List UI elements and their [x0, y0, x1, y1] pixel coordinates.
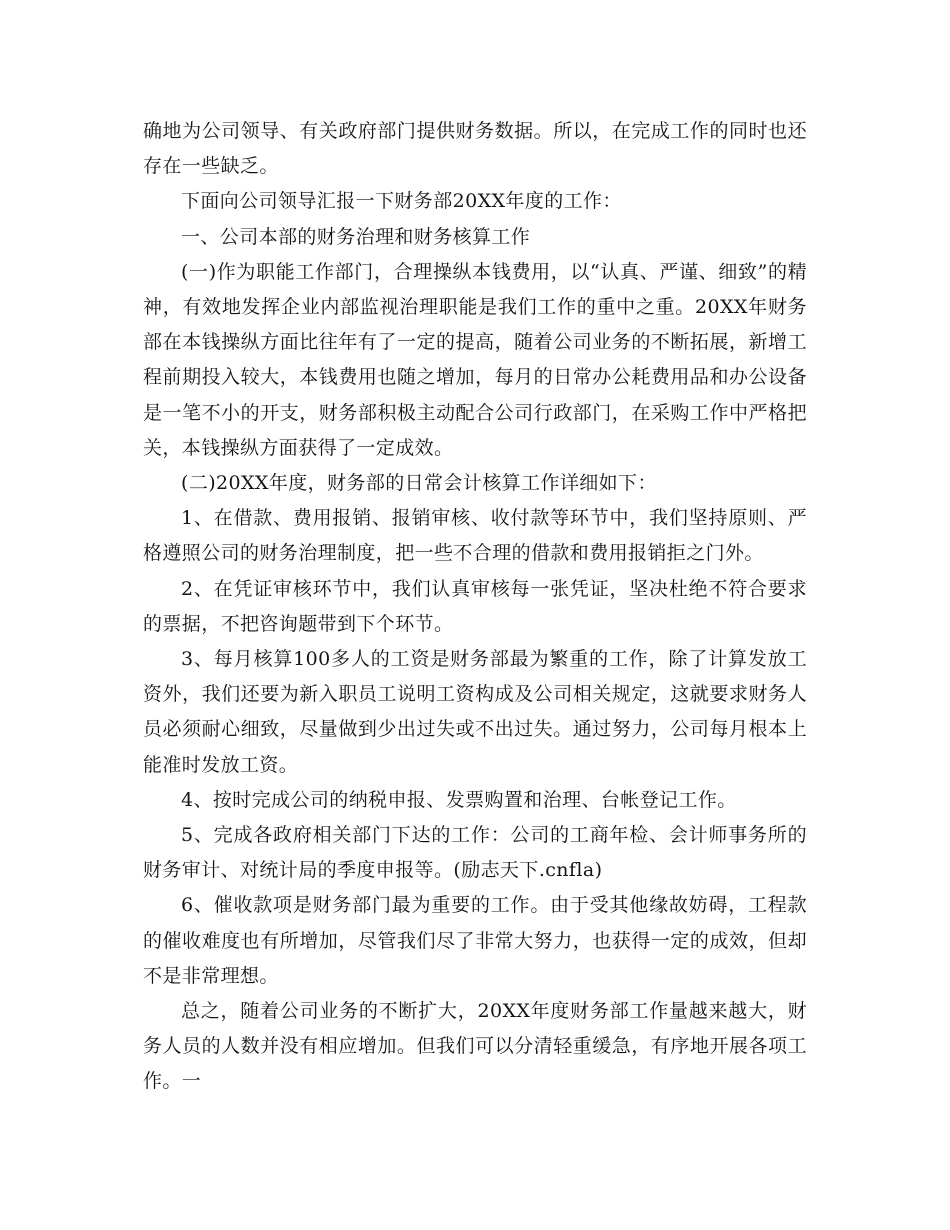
paragraph: 总之，随着公司业务的不断扩大，20XX年度财务部工作量越来越大，财务人员的人数并没有相应增加。但我们可以分清轻重缓急，有序地开展各项工作。一 — [143, 1000, 807, 1093]
paragraph: (二)20XX年度，财务部的日常会计核算工作详细如下： — [181, 472, 657, 495]
document-body — [143, 114, 807, 1100]
list-item: 1、在借款、费用报销、报销审核、收付款等环节中，我们坚持原则、严格遵照公司的财务治理制度，把一些不合理的借款和费用报销拒之门外。 — [143, 507, 807, 565]
list-item: 3、每月核算100多人的工资是财务部最为繁重的工作，除了计算发放工资外，我们还要为新入职员工说明工资构成及公司相关规定，这就要求财务人员必须耐心细致，尽量做到少出过失或不出过失。通过努力，公司每月根本上能准时发放工资。 — [143, 648, 807, 776]
list-item: 6、催收款项是财务部门最为重要的工作。由于受其他缘故妨碍，工程款的催收难度也有所增加，尽管我们尽了非常大努力，也获得一定的成效，但却不是非常理想。 — [143, 894, 807, 987]
section-heading: 一、公司本部的财务治理和财务核算工作 — [181, 225, 531, 248]
paragraph: 确地为公司领导、有关政府部门提供财务数据。所以，在完成工作的同时也还存在一些缺乏。 — [143, 120, 807, 178]
list-item: 4、按时完成公司的纳税申报、发票购置和治理、台帐登记工作。 — [181, 788, 737, 811]
list-item: 5、完成各政府相关部门下达的工作：公司的工商年检、会计师事务所的财务审计、对统计局的季度申报等。(励志天下.cnfla) — [143, 824, 807, 882]
paragraph: (一)作为职能工作部门，合理操纵本钱费用，以“认真、严谨、细致”的精神，有效地发挥企业内部监视治理职能是我们工作的重中之重。20XX年财务部在本钱操纵方面比往年有了一定的提高，随着公司业务的不断拓展，新增工程前期投入较大，本钱费用也随之增加，每月的日常办公耗费用品和办公设备是一笔不小的开支，财务部积极主动配合公司行政部门，在采购工作中严格把关，本钱操纵方面获得了一定成效。 — [143, 260, 807, 459]
paragraph: 下面向公司领导汇报一下财务部20XX年度的工作： — [181, 190, 622, 213]
list-item: 2、在凭证审核环节中，我们认真审核每一张凭证，坚决杜绝不符合要求的票据，不把咨询题带到下个环节。 — [143, 577, 807, 635]
